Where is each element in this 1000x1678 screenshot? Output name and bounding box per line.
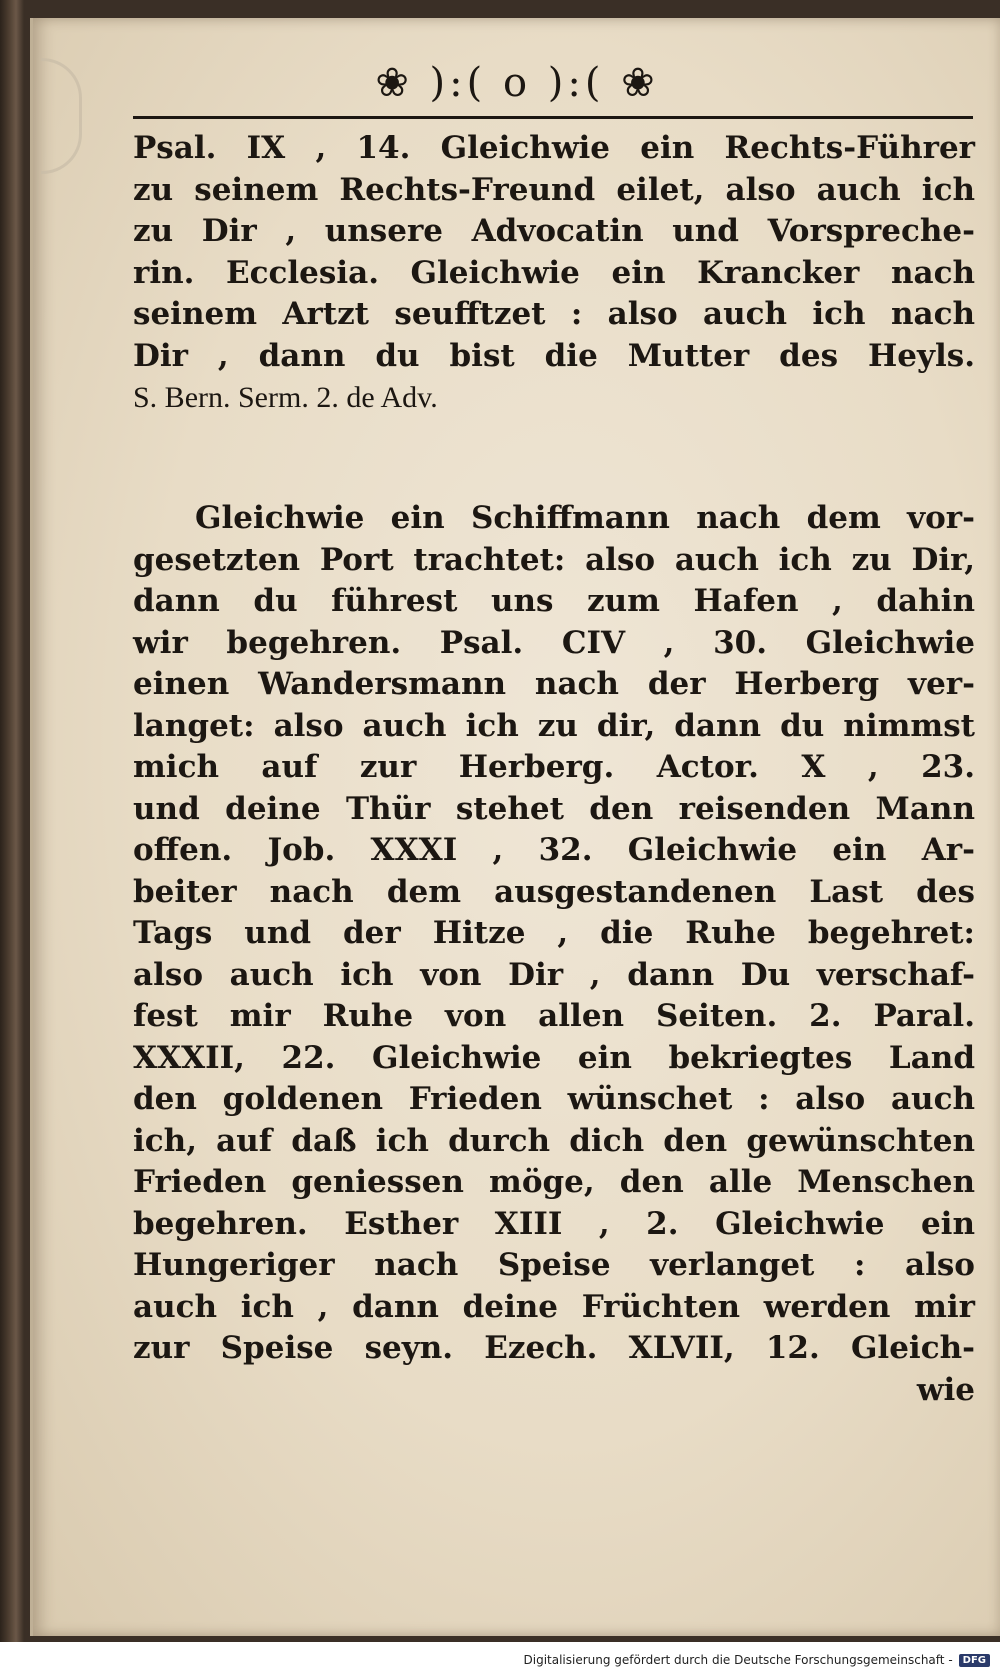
text-line: gesetzten Port trachtet: also auch ich zu Dir,: [133, 541, 975, 578]
text-line: S. Bern. Serm. 2. de Adv.: [133, 381, 438, 414]
text-line: wir begehren. Psal. CIV , 30. Gleichwie: [133, 624, 975, 661]
text-line: dann du führest uns zum Hafen , dahin: [133, 583, 975, 619]
book-page: [30, 18, 1000, 1636]
text-line: beiter nach dem ausgestandenen Last des: [133, 873, 975, 910]
text-line: Gleichwie ein Schiffmann nach dem vor-: [195, 500, 975, 536]
text-line: den goldenen Frieden wünschet : also auch: [133, 1081, 975, 1117]
header-ornament: ❀ ):( o ):( ❀: [375, 60, 659, 106]
text-line: auch ich , dann deine Früchten werden mir: [133, 1288, 975, 1325]
text-line: zu seinem Rechts-Freund eilet, also auch ich: [133, 171, 975, 208]
text-line: mich auf zur Herberg. Actor. X , 23.: [133, 749, 975, 785]
text-line: rin. Ecclesia. Gleichwie ein Krancker nach: [133, 254, 975, 291]
text-line: XXXII, 22. Gleichwie ein bekriegtes Land: [133, 1039, 975, 1076]
text-line: langet: also auch ich zu dir, dann du nimmst: [133, 707, 975, 744]
paragraph-2: [133, 498, 975, 1411]
text-line: zur Speise seyn. Ezech. XLVII, 12. Gleich-: [133, 1330, 975, 1366]
text-line: zu Dir , unsere Advocatin und Vorspreche-: [133, 213, 975, 249]
paragraph-1: [133, 128, 975, 419]
text-line: offen. Job. XXXI , 32. Gleichwie ein Ar-: [133, 832, 975, 868]
text-line: Dir , dann du bist die Mutter des Heyls.: [133, 337, 975, 374]
header-rule: [133, 116, 973, 119]
text-line: Frieden geniessen möge, den alle Menschen: [133, 1164, 975, 1200]
digitization-footer: [0, 1642, 1000, 1678]
text-line: und deine Thür stehet den reisenden Mann: [133, 790, 975, 827]
text-line: fest mir Ruhe von allen Seiten. 2. Paral.: [133, 998, 975, 1034]
text-line: ich, auf daß ich durch dich den gewünschten: [133, 1122, 975, 1159]
text-line: Psal. IX , 14. Gleichwie ein Rechts-Führer: [133, 130, 975, 166]
dfg-logo-badge: DFG: [959, 1654, 990, 1667]
text-line: Hungeriger nach Speise verlanget : also: [133, 1247, 975, 1283]
text-line: also auch ich von Dir , dann Du verschaf-: [133, 956, 975, 993]
catchword: wie: [916, 1371, 975, 1408]
text-line: begehren. Esther XIII , 2. Gleichwie ein: [133, 1205, 975, 1242]
text-line: Tags und der Hitze , die Ruhe begehret:: [133, 915, 975, 951]
text-line: seinem Artzt seufftzet : also auch ich nach: [133, 296, 975, 332]
footer-credit: Digitalisierung gefördert durch die Deutsche Forschungsgemeinschaft -: [523, 1653, 953, 1667]
text-line: einen Wandersmann nach der Herberg ver-: [133, 666, 975, 702]
